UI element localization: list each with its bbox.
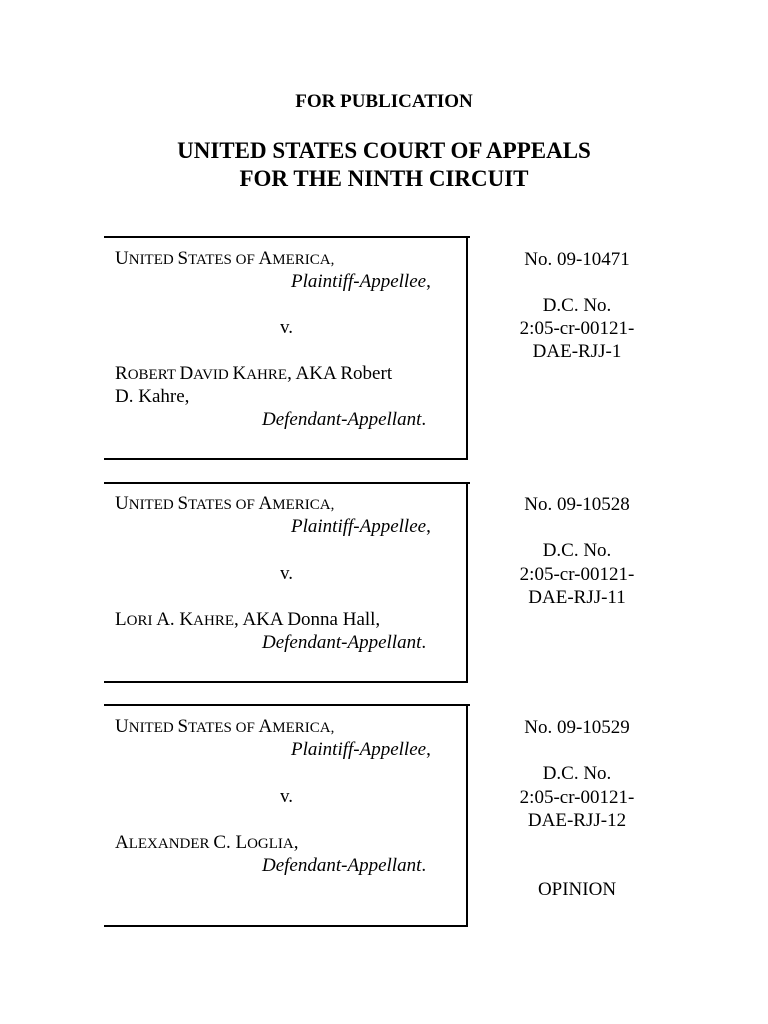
plaintiff-name: UNITED STATES OF AMERICA, (115, 248, 335, 269)
case-number: No. 09-10529 (524, 717, 630, 738)
court-name-line-2: FOR THE NINTH CIRCUIT (239, 166, 529, 191)
dc-number-line-2: DAE-RJJ-12 (527, 810, 627, 831)
defendant-role: Defendant-Appellant. (262, 632, 427, 653)
defendant-name-line-2: D. Kahre, (115, 386, 190, 407)
dc-label: D.C. No. (542, 763, 612, 784)
dc-number-line-2: DAE-RJJ-11 (528, 587, 626, 608)
case-number: No. 09-10471 (524, 249, 630, 270)
plaintiff-name: UNITED STATES OF AMERICA, (115, 716, 335, 737)
versus: v. (280, 317, 294, 338)
plaintiff-role: Plaintiff-Appellee, (291, 516, 431, 537)
dc-label: D.C. No. (542, 295, 612, 316)
dc-number-line-1: 2:05-cr-00121- (519, 787, 635, 808)
plaintiff-name: UNITED STATES OF AMERICA, (115, 493, 335, 514)
defendant-name-line-1: ROBERT DAVID KAHRE, AKA Robert (115, 363, 393, 384)
publication-status: FOR PUBLICATION (295, 91, 473, 112)
plaintiff-role: Plaintiff-Appellee, (291, 271, 431, 292)
defendant-name-line-1: LORI A. KAHRE, AKA Donna Hall, (115, 609, 381, 630)
dc-label: D.C. No. (542, 540, 612, 561)
court-name-line-1: UNITED STATES COURT OF APPEALS (177, 138, 591, 163)
defendant-role: Defendant-Appellant. (262, 409, 427, 430)
dc-number-line-1: 2:05-cr-00121- (519, 564, 635, 585)
dc-number-line-2: DAE-RJJ-1 (532, 341, 622, 362)
dc-number-line-1: 2:05-cr-00121- (519, 318, 635, 339)
versus: v. (280, 786, 294, 807)
case-number: No. 09-10528 (524, 494, 630, 515)
versus: v. (280, 563, 294, 584)
document-type: OPINION (537, 879, 617, 900)
defendant-name-line-1: ALEXANDER C. LOGLIA, (115, 832, 299, 853)
defendant-role: Defendant-Appellant. (262, 855, 427, 876)
plaintiff-role: Plaintiff-Appellee, (291, 739, 431, 760)
